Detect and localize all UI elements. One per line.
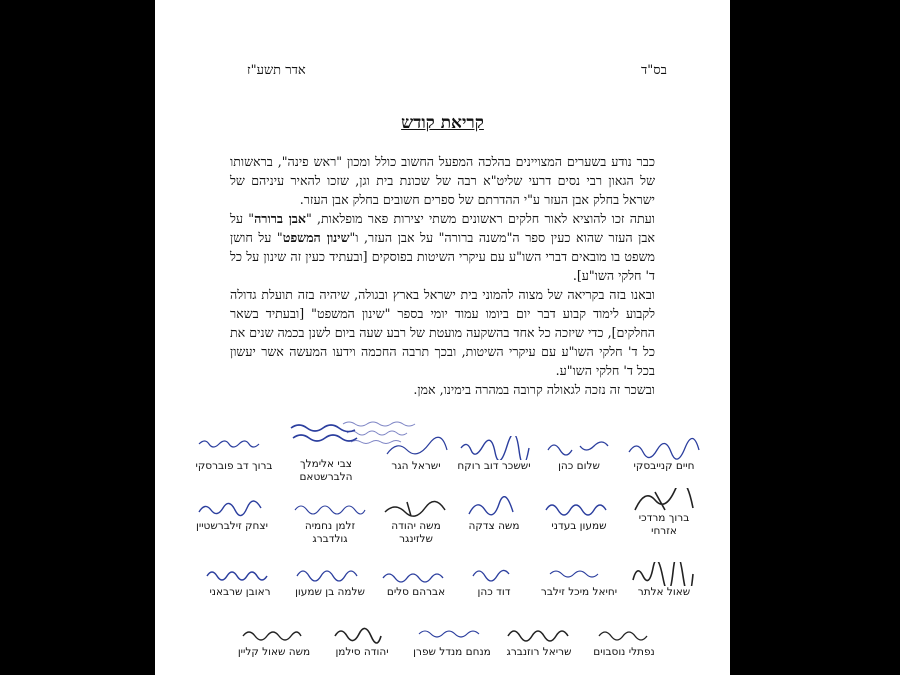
signature-block xyxy=(540,562,618,599)
document-page xyxy=(155,0,730,675)
paragraph-4: ובשכר זה נזכה לגאולה קרובה במהרה בימינו, אמן. xyxy=(413,382,655,397)
signature-block xyxy=(455,436,533,473)
document-title: קריאת קודש xyxy=(401,113,484,133)
signature-block xyxy=(540,496,618,533)
signatory-name: ראובן שרבאני xyxy=(209,586,271,598)
header-basad: בס"ד xyxy=(641,63,667,78)
signature-scrawl xyxy=(540,436,618,460)
signature-scrawl xyxy=(500,622,578,646)
signature-block xyxy=(323,622,401,659)
signature-scrawl xyxy=(455,496,533,520)
signature-scrawl xyxy=(377,436,455,460)
signature-scrawl xyxy=(625,436,703,460)
signature-block xyxy=(585,622,663,659)
paragraph-2 xyxy=(230,209,655,285)
signature-block xyxy=(625,488,703,538)
signature-block xyxy=(193,496,271,533)
signature-scrawl xyxy=(455,436,533,460)
signature-block xyxy=(500,622,578,659)
signature-block xyxy=(235,622,313,659)
signature-scrawl xyxy=(377,562,455,586)
signature-block xyxy=(377,562,455,599)
signatory-name: זלמן נחמיה גולדברג xyxy=(304,520,356,545)
signature-scrawl xyxy=(193,496,271,520)
signature-scrawl xyxy=(291,496,369,520)
signature-scrawl xyxy=(540,562,618,586)
paragraph-2-part: " על חושן משפט בו מובאים דברי השו"ע עם עיקרי השיטות בפוסקים [ובעתיד כעין זה שינון על כל ד' חלקי השו"ע]. xyxy=(230,230,655,283)
signature-block xyxy=(625,562,703,599)
signature-block xyxy=(287,420,365,484)
paragraph-2-part: ועתה זכו להוציא לאור חלקים ראשונים משתי יצירות פאר מופלאות, " xyxy=(305,211,655,226)
book-name-shinun-hamishpat: שינון המשפט xyxy=(282,230,350,245)
signatory-name: אברהם סלים xyxy=(386,586,446,598)
signature-block xyxy=(455,562,533,599)
signature-scrawl xyxy=(625,562,703,586)
signature-block xyxy=(413,622,491,659)
signature-scrawl xyxy=(235,622,313,646)
signature-scrawl xyxy=(287,420,365,444)
header-date: אדר תשע"ז xyxy=(247,63,306,78)
signature-block xyxy=(201,562,279,599)
signatory-name: שאול אלתר xyxy=(637,586,691,598)
signatory-name: יחיאל מיכל זילבר xyxy=(540,586,618,598)
signatory-name: שמעון בעדני xyxy=(551,520,607,532)
signature-block xyxy=(540,436,618,473)
signature-scrawl xyxy=(413,622,491,646)
signatory-name: צבי אלימלך הלברשטאם xyxy=(299,458,353,483)
signatory-name: משה שאול קליין xyxy=(237,646,311,658)
document-body xyxy=(230,152,655,399)
signature-block xyxy=(625,436,703,473)
signature-scrawl xyxy=(455,562,533,586)
signatory-name: משה צדקה xyxy=(468,520,520,532)
signatory-name: מנחם מנדל שפרן xyxy=(413,646,491,658)
book-name-even-brura: אבן ברורה xyxy=(254,211,306,226)
signatory-name: נפתלי נוסבוים xyxy=(593,646,655,658)
signature-scrawl xyxy=(201,562,279,586)
signature-scrawl xyxy=(195,430,273,454)
signature-block xyxy=(195,430,273,473)
signatory-name: חיים קנייבסקי xyxy=(633,460,695,472)
signatory-name: יהודה סילמן xyxy=(335,646,389,658)
signature-block xyxy=(377,436,455,473)
signatory-name: שריאל רוזנברג xyxy=(506,646,572,658)
signature-block xyxy=(291,496,369,546)
signature-block xyxy=(455,496,533,533)
signature-scrawl xyxy=(377,496,455,520)
signature-block xyxy=(291,562,369,599)
signatory-name: יששכר דוב רוקח xyxy=(457,460,531,472)
paragraph-2-part: " על אבן העזר שהוא כעין ספר ה"משנה ברורה" על אבן העזר, ו" xyxy=(230,211,655,245)
signatory-name: ברוך מרדכי אזרחי xyxy=(638,512,690,537)
signatory-name: שלום כהן xyxy=(558,460,600,472)
signatory-name: משה יהודה שלזינגר xyxy=(391,520,441,545)
signature-scrawl xyxy=(323,622,401,646)
signatory-name: יצחק זילברשטיין xyxy=(196,520,268,532)
paragraph-3: ובאנו בזה בקריאה של מצוה להמוני בית ישראל בארץ ובגולה, שיהיה בזה תועלת גדולה לקבוע לימוד קבוע דבר יום ביומו עמוד יומי בספר "שינון המשפט" [ובעתיד בשאר החלקים], כדי שיזכה כל אחד בהשקעה מועטת של רבע שעה ביום לשנן בכמה שנים את כל ד' חלקי השו"ע עם עיקרי השיטות, ובכך תרבה החכמה וידעו המעשה אשר יעשון בכל ד' חלקי השו"ע. xyxy=(230,287,655,378)
signature-scrawl xyxy=(625,488,703,512)
signature-block xyxy=(377,496,455,546)
signature-scrawl xyxy=(540,496,618,520)
paragraph-1: כבר נודע בשערים המצויינים בהלכה המפעל החשוב כולל ומכון "ראש פינה", בראשותו של הגאון רבי נסים דרעי שליט"א רבה של שכונת בית וגן, שזכו להאיר עיניהם של ישראל בחלק אבן העזר ע"י ההדרתם של ספרים חשובים בחלק אבן העזר. xyxy=(230,154,655,207)
signatory-name: ישראל הגר xyxy=(391,460,441,472)
signatory-name: ברוך דב פוברסקי xyxy=(195,460,273,472)
signature-scrawl xyxy=(585,622,663,646)
signatory-name: דוד כהן xyxy=(477,586,511,598)
signature-scrawl xyxy=(291,562,369,586)
signatory-name: שלמה בן שמעון xyxy=(295,586,365,598)
